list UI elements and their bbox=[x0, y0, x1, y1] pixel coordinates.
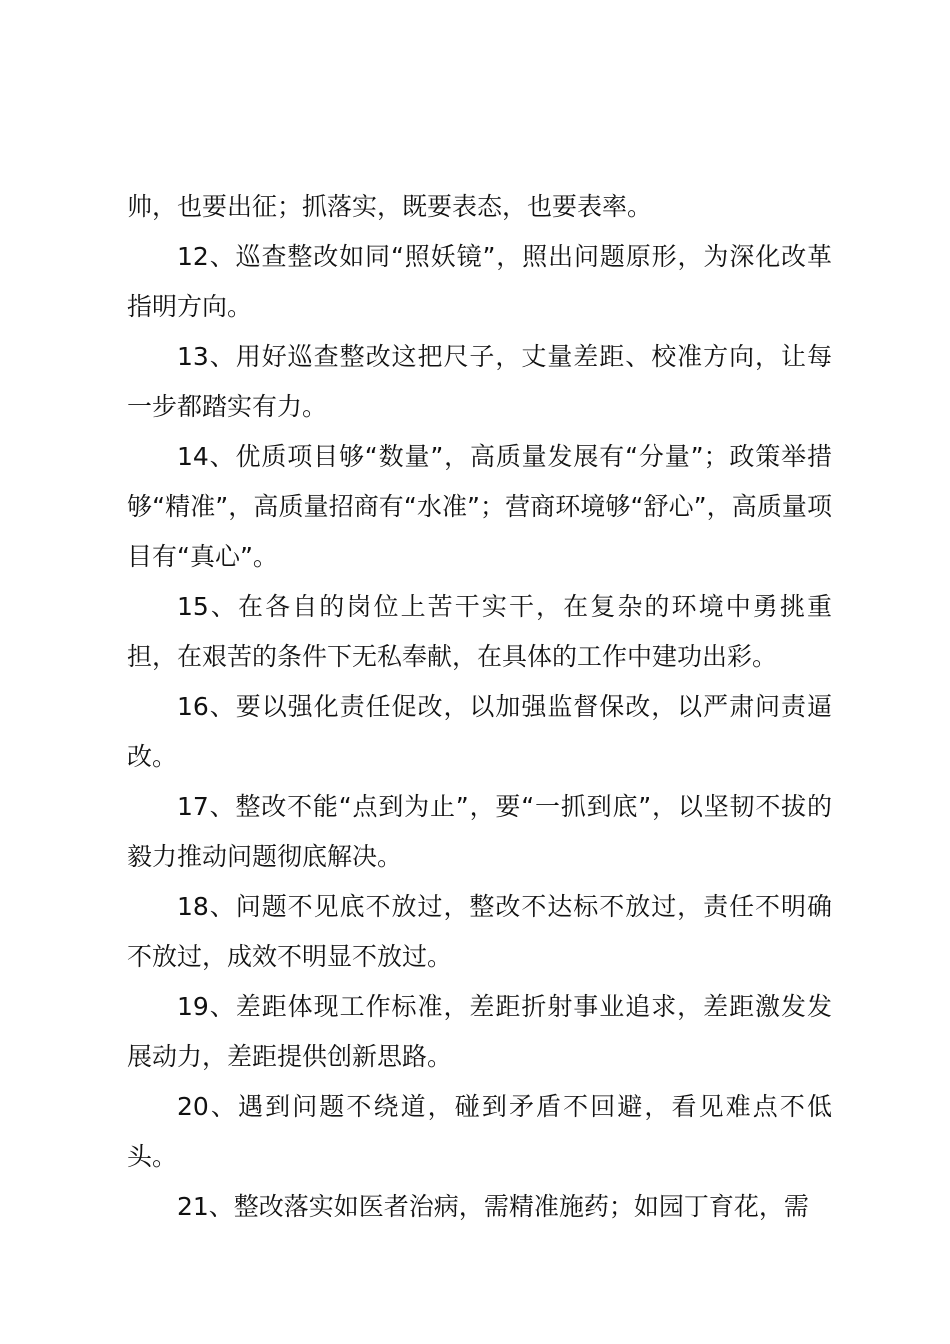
paragraph-16: 16、要以强化责任促改，以加强监督保改，以严肃问责逼改。 bbox=[127, 692, 832, 771]
paragraph-14: 14、优质项目够“数量”，高质量发展有“分量”；政策举措够“精准”，高质量招商有“水准”；营商环境够“舒心”，高质量项目有“真心”。 bbox=[127, 442, 832, 571]
paragraph-13: 13、用好巡查整改这把尺子，丈量差距、校准方向，让每一步都踏实有力。 bbox=[127, 342, 832, 421]
paragraph-20: 20、遇到问题不绕道，碰到矛盾不回避，看见难点不低头。 bbox=[127, 1092, 832, 1171]
paragraph-18: 18、问题不见底不放过，整改不达标不放过，责任不明确不放过，成效不明显不放过。 bbox=[127, 892, 832, 971]
paragraph-17: 17、整改不能“点到为止”，要“一抓到底”，以坚韧不拔的毅力推动问题彻底解决。 bbox=[127, 792, 832, 871]
paragraph-15: 15、在各自的岗位上苦干实干，在复杂的环境中勇挑重担，在艰苦的条件下无私奉献，在具体的工作中建功出彩。 bbox=[127, 592, 832, 671]
paragraph-19: 19、差距体现工作标准，差距折射事业追求，差距激发发展动力，差距提供创新思路。 bbox=[127, 992, 832, 1071]
document-page bbox=[127, 182, 832, 1232]
paragraph-21: 21、整改落实如医者治病，需精准施药；如园丁育花，需 bbox=[177, 1192, 809, 1221]
paragraph-continued: 帅，也要出征；抓落实，既要表态，也要表率。 bbox=[127, 192, 653, 221]
paragraph-12: 12、巡查整改如同“照妖镜”，照出问题原形，为深化改革指明方向。 bbox=[127, 242, 832, 321]
